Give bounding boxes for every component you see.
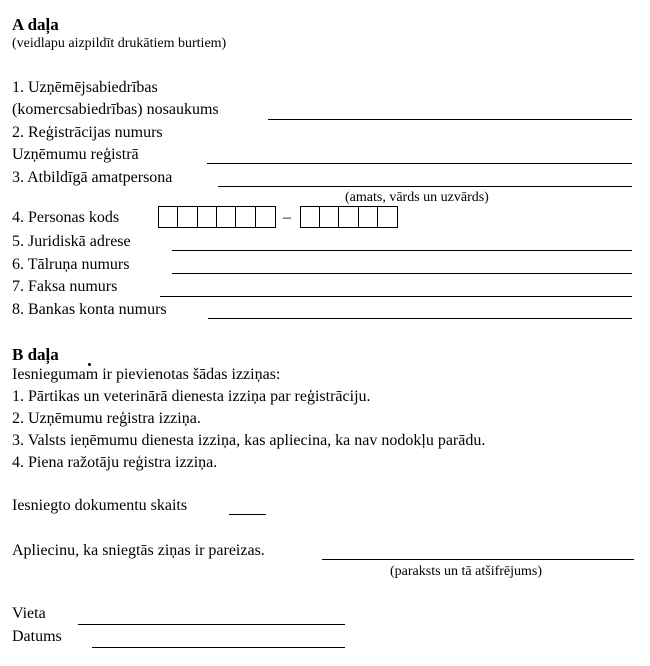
attachment-item: 3. Valsts ieņēmumu dienesta izziņa, kas apliecina, ka nav nodokļu parādu. <box>12 432 486 449</box>
date-input-line[interactable] <box>92 647 345 648</box>
field-personal-code-label: 4. Personas kods <box>12 209 120 226</box>
code-digit-box[interactable] <box>159 207 178 227</box>
code-digit-box[interactable] <box>236 207 255 227</box>
field-legal-address-label: 5. Juridiskā adrese <box>12 233 131 250</box>
company-name-input-line[interactable] <box>268 119 632 120</box>
place-input-line[interactable] <box>78 624 345 625</box>
code-digit-box[interactable] <box>178 207 197 227</box>
code-digit-box[interactable] <box>359 207 378 227</box>
section-a-title: A daļa <box>12 15 59 34</box>
code-digit-box[interactable] <box>320 207 339 227</box>
bank-account-input-line[interactable] <box>208 318 632 319</box>
code-digit-box[interactable] <box>256 207 275 227</box>
section-b-title: B daļa <box>12 345 59 364</box>
attachment-item: 2. Uzņēmumu reģistra izziņa. <box>12 410 201 427</box>
code-digit-box[interactable] <box>198 207 217 227</box>
place-label: Vieta <box>12 605 46 622</box>
personal-code-second-part[interactable] <box>300 206 398 228</box>
document-count-input-line[interactable] <box>229 514 266 515</box>
field-bank-account-label: 8. Bankas konta numurs <box>12 301 167 318</box>
code-digit-box[interactable] <box>378 207 397 227</box>
field-fax-label: 7. Faksa numurs <box>12 278 118 295</box>
date-label: Datums <box>12 628 62 645</box>
code-digit-box[interactable] <box>339 207 358 227</box>
personal-code-first-part[interactable] <box>158 206 276 228</box>
section-a-subtitle: (veidlapu aizpildīt drukātiem burtiem) <box>12 36 227 51</box>
certification-text: Apliecinu, ka sniegtās ziņas ir pareizas. <box>12 542 265 559</box>
legal-address-input-line[interactable] <box>172 250 632 251</box>
attachments-intro: Iesniegumam ir pievienotas šādas izziņas: <box>12 366 281 383</box>
code-digit-box[interactable] <box>217 207 236 227</box>
field-phone-label: 6. Tālruņa numurs <box>12 256 130 273</box>
phone-input-line[interactable] <box>172 273 632 274</box>
field-responsible-official-label: 3. Atbildīgā amatpersona <box>12 169 173 186</box>
signature-input-line[interactable] <box>322 559 634 560</box>
field-reg-number-label-2: Uzņēmumu reģistrā <box>12 146 139 163</box>
responsible-official-hint: (amats, vārds un uzvārds) <box>345 190 489 205</box>
code-digit-box[interactable] <box>301 207 320 227</box>
field-reg-number-label-1: 2. Reģistrācijas numurs <box>12 124 163 141</box>
attachment-item: 1. Pārtikas un veterinārā dienesta izziņa par reģistrāciju. <box>12 388 371 405</box>
field-company-name-label-1: 1. Uzņēmējsabiedrības <box>12 79 158 96</box>
signature-hint: (paraksts un tā atšifrējums) <box>390 564 543 579</box>
document-count-label: Iesniegto dokumentu skaits <box>12 497 188 514</box>
attachment-item: 4. Piena ražotāju reģistra izziņa. <box>12 454 218 471</box>
reg-number-input-line[interactable] <box>207 163 632 164</box>
responsible-official-input-line[interactable] <box>218 186 632 187</box>
fax-input-line[interactable] <box>160 296 632 297</box>
field-company-name-label-2: (komercsabiedrības) nosaukums <box>12 101 219 118</box>
personal-code-separator: – <box>283 209 291 226</box>
